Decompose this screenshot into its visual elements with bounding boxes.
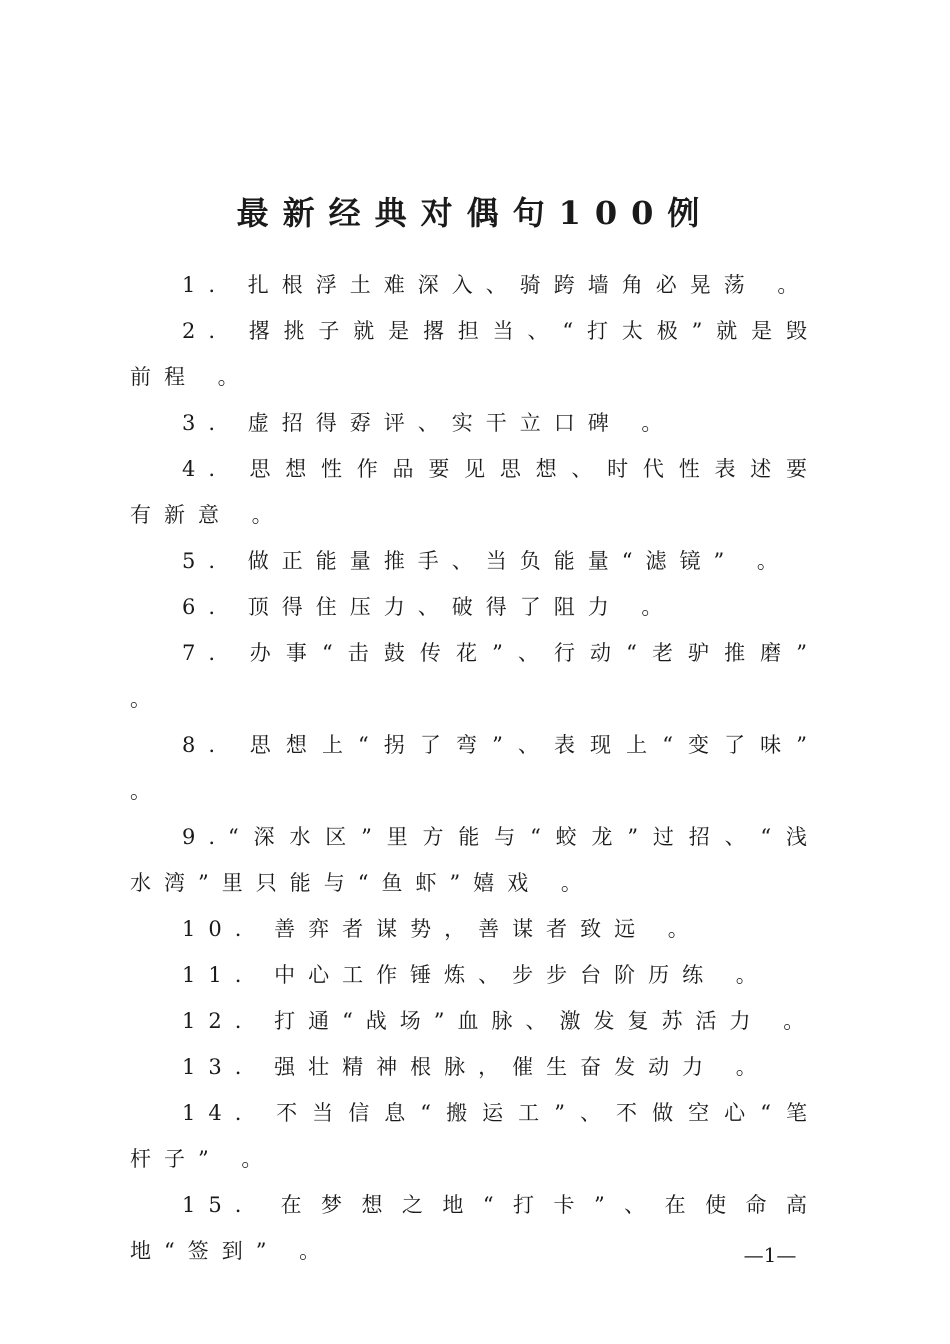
document-body bbox=[130, 262, 820, 1274]
list-item-3: 3. 虚招得孬评、实干立口碑 。 bbox=[182, 411, 676, 435]
list-item-4: 4. 思想性作品要见思想、时代性表述要有新意 。 bbox=[130, 457, 820, 527]
list-item-5: 5. 做正能量推手、当负能量“滤镜” 。 bbox=[182, 549, 791, 573]
list-item-12: 12. 打通“战场”血脉、激发复苏活力 。 bbox=[182, 1009, 818, 1033]
list-item-15: 15. 在梦想之地“打卡”、在使命高地“签到” 。 bbox=[130, 1193, 820, 1263]
list-item-6: 6. 顶得住压力、破得了阻力 。 bbox=[182, 595, 676, 619]
list-item-13: 13. 强壮精神根脉，催生奋发动力 。 bbox=[182, 1055, 770, 1079]
list-item-7: 7. 办事“击鼓传花”、行动“老驴推磨” 。 bbox=[130, 641, 820, 711]
page-number: —1— bbox=[743, 1243, 797, 1267]
list-item-9: 9.“深水区”里方能与“蛟龙”过招、“浅水湾”里只能与“鱼虾”嬉戏 。 bbox=[130, 825, 820, 895]
list-item-1: 1. 扎根浮土难深入、骑跨墙角必晃荡 。 bbox=[182, 273, 812, 297]
document-title: 最新经典对偶句100例 bbox=[236, 194, 714, 233]
list-item-2: 2. 撂挑子就是撂担当、“打太极”就是毁前程 。 bbox=[130, 319, 820, 389]
list-item-8: 8. 思想上“拐了弯”、表现上“变了味” 。 bbox=[130, 733, 820, 803]
list-item-11: 11. 中心工作锤炼、步步台阶历练 。 bbox=[182, 963, 770, 987]
list-item-10: 10. 善弈者谋势，善谋者致远 。 bbox=[182, 917, 702, 941]
list-item-14: 14. 不当信息“搬运工”、不做空心“笔杆子” 。 bbox=[130, 1101, 820, 1171]
